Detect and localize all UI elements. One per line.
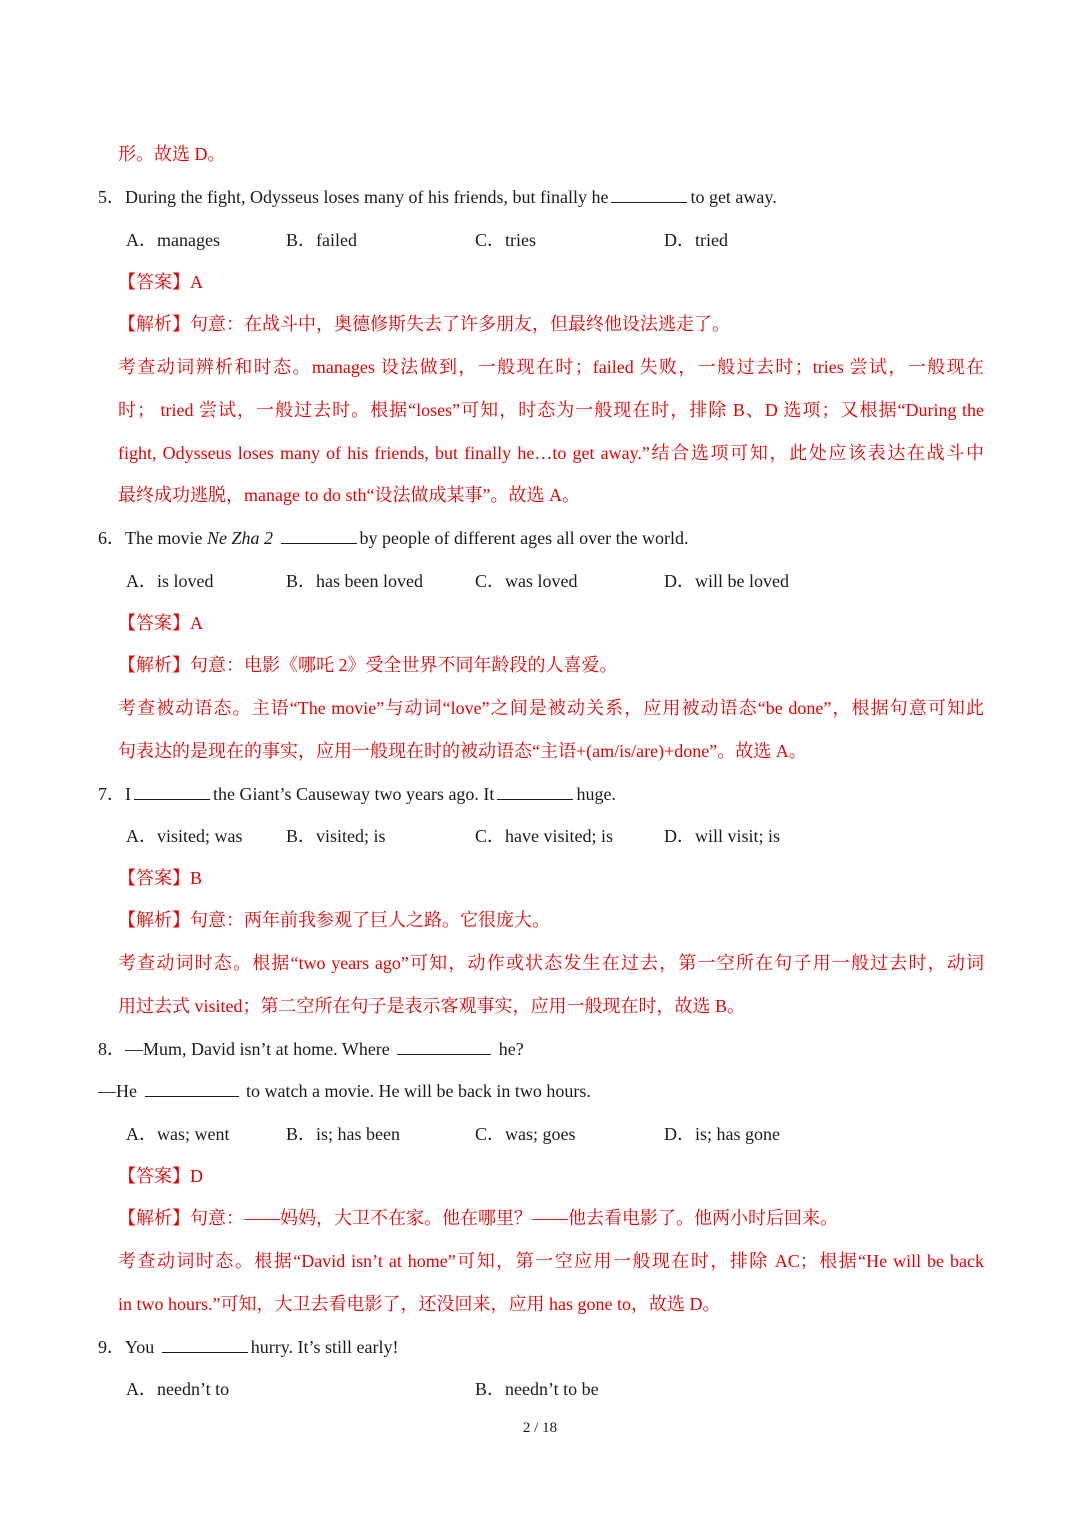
answer-label: 【答案】B (118, 868, 203, 888)
option-c: C．tries (475, 230, 537, 250)
analysis-line: in two hours.”可知，大卫去看电影了，还没回来，应用 has gone to，故选 D。 (118, 1294, 721, 1314)
option-a: A．is loved (126, 571, 214, 591)
analysis-line: 【解析】句意：在战斗中，奥德修斯失去了许多朋友，但最终他设法逃走了。 (118, 314, 730, 334)
analysis-line: 最终成功逃脱，manage to do sth“设法做成某事”。故选 A。 (118, 485, 580, 505)
option-d: D．is; has gone (664, 1124, 780, 1144)
answer-label: 【答案】A (118, 613, 203, 633)
analysis-line: 句表达的是现在的事实，应用一般现在时的被动语态“主语+(am/is/are)+done”。故选 A。 (118, 741, 807, 761)
question-8-stem: 8．—Mum, David isn’t at home. Where he? (98, 1039, 524, 1059)
option-b: B．has been loved (286, 571, 423, 591)
analysis-line: 【解析】句意：电影《哪吒 2》受全世界不同年龄段的人喜爱。 (118, 655, 618, 675)
analysis-line: 考查动词辨析和时态。manages 设法做到，一般现在时；failed 失败，一般过去时；tries 尝试，一般现在 (118, 357, 984, 377)
question-number: 8． (98, 1039, 125, 1059)
question-6-stem: 6．The movie Ne Zha 2 by people of different ages all over the world. (98, 528, 689, 548)
option-d: D．tried (664, 230, 728, 250)
question-number: 6． (98, 528, 125, 548)
option-a: A．was; went (126, 1124, 230, 1144)
analysis-continuation: 形。故选 D。 (118, 144, 226, 164)
option-b: B．failed (286, 230, 357, 250)
option-b: B．needn’t to be (475, 1379, 599, 1399)
answer-blank (145, 1080, 239, 1097)
answer-label: 【答案】D (118, 1166, 203, 1186)
question-number: 7． (98, 784, 125, 804)
analysis-line: 用过去式 visited；第二空所在句子是表示客观事实，应用一般现在时，故选 B。 (118, 996, 745, 1016)
option-a: A．needn’t to (126, 1379, 230, 1399)
question-number: 5． (98, 187, 125, 207)
option-b: B．is; has been (286, 1124, 400, 1144)
answer-blank (162, 1336, 248, 1353)
answer-blank (281, 527, 357, 544)
answer-blank (134, 783, 210, 800)
option-c: C．have visited; is (475, 826, 613, 846)
option-d: D．will be loved (664, 571, 789, 591)
analysis-line: fight, Odysseus loses many of his friends, but finally he…to get away.”结合选项可知，此处应该表达在战斗中 (118, 443, 984, 463)
option-c: C．was loved (475, 571, 578, 591)
answer-label: 【答案】A (118, 272, 203, 292)
question-8-stem-reply: —He to watch a movie. He will be back in two hours. (98, 1081, 591, 1101)
movie-title: Ne Zha 2 (206, 528, 273, 548)
option-a: A．visited; was (126, 826, 243, 846)
answer-blank (397, 1038, 491, 1055)
option-d: D．will visit; is (664, 826, 781, 846)
analysis-line: 考查动词时态。根据“David isn’t at home”可知，第一空应用一般现在时，排除 AC；根据“He will be back (118, 1251, 984, 1271)
analysis-line: 考查被动语态。主语“The movie”与动词“love”之间是被动关系，应用被动语态“be done”，根据句意可知此 (118, 698, 984, 718)
question-9-stem: 9．You hurry. It’s still early! (98, 1337, 399, 1357)
answer-blank (497, 783, 573, 800)
analysis-line: 【解析】句意：——妈妈，大卫不在家。他在哪里？——他去看电影了。他两小时后回来。 (118, 1208, 838, 1228)
analysis-line: 时； tried 尝试，一般过去时。根据“loses”可知，时态为一般现在时，排除 B、D 选项；又根据“During the (118, 400, 984, 420)
page-number: 2 / 18 (522, 1420, 558, 1436)
analysis-line: 【解析】句意：两年前我参观了巨人之路。它很庞大。 (118, 910, 550, 930)
option-a: A．manages (126, 230, 220, 250)
analysis-line: 考查动词时态。根据“two years ago”可知，动作或状态发生在过去，第一空所在句子用一般过去时，动词 (118, 953, 984, 973)
question-number: 9． (98, 1337, 125, 1357)
option-b: B．visited; is (286, 826, 386, 846)
question-5-stem: 5．During the fight, Odysseus loses many of his friends, but finally he to get away. (98, 187, 777, 207)
option-c: C．was; goes (475, 1124, 576, 1144)
question-7-stem: 7．I the Giant’s Causeway two years ago. It huge. (98, 784, 616, 804)
answer-blank (611, 186, 687, 203)
